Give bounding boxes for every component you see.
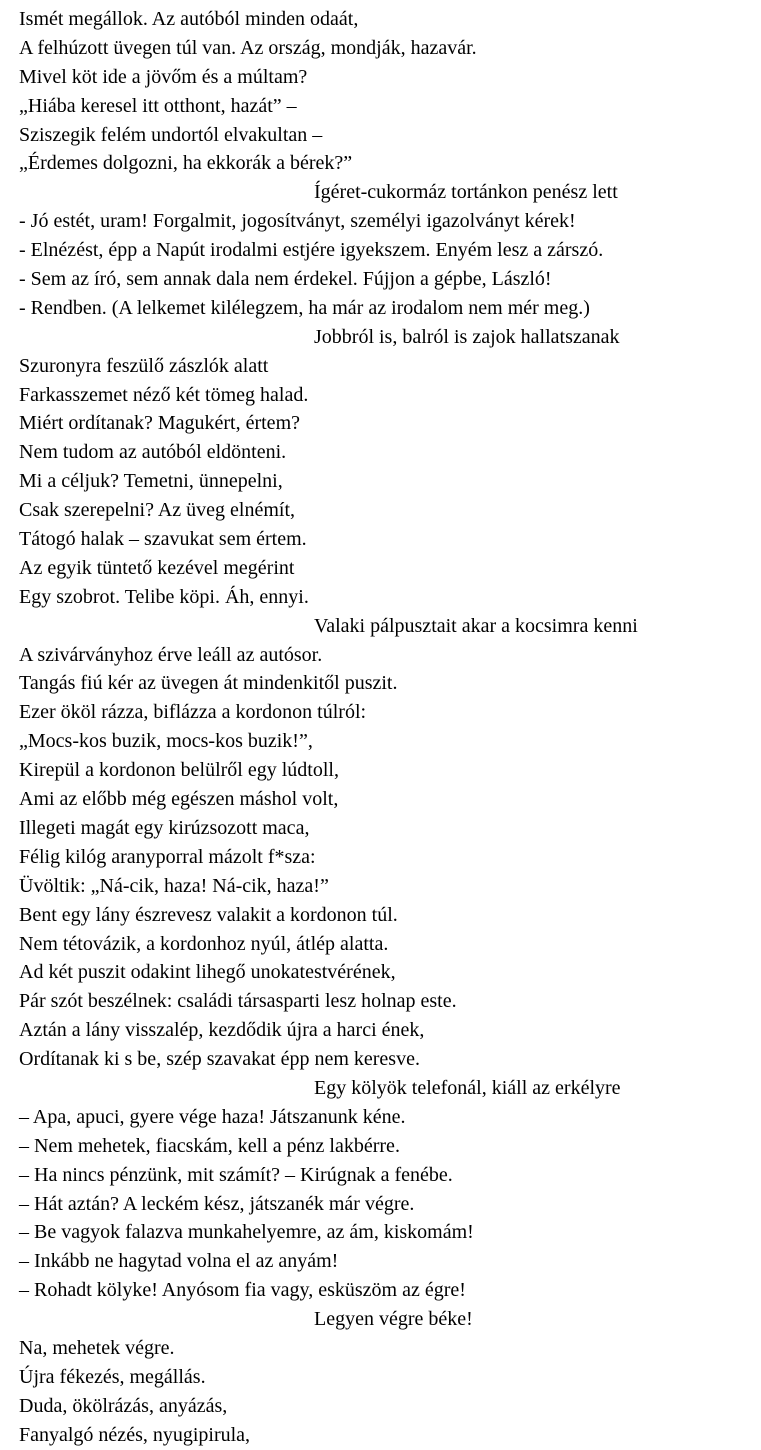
poem-line: A szivárványhoz érve leáll az autósor. xyxy=(19,643,323,666)
poem-line: Nem tudom az autóból eldönteni. xyxy=(19,441,287,464)
poem-line: Csak szerepelni? Az üveg elnémít, xyxy=(19,499,296,522)
poem-line: Na, mehetek végre. xyxy=(19,1336,175,1359)
poem-line: Ismét megállok. Az autóból minden odaát, xyxy=(19,8,359,30)
poem-line: Tangás fiú kér az üvegen át mindenkitől puszit. xyxy=(19,672,398,695)
poem-line: - Jó estét, uram! Forgalmit, jogosítványt, személyi igazolványt kérek! xyxy=(19,210,576,233)
poem-line: – Be vagyok falazva munkahelyemre, az ám, kiskomám! xyxy=(19,1221,474,1244)
poem-line: Egy szobrot. Telibe köpi. Áh, ennyi. xyxy=(19,585,309,608)
poem-line: Duda, ökölrázás, anyázás, xyxy=(19,1394,228,1417)
poem-line: – Nem mehetek, fiacskám, kell a pénz lakbérre. xyxy=(19,1134,400,1157)
poem-line: Félig kilóg aranyporral mázolt f*sza: xyxy=(19,845,316,868)
poem-line: Ami az előbb még egészen máshol volt, xyxy=(19,788,339,811)
poem-line: - Elnézést, épp a Napút irodalmi estjére igyekszem. Enyém lesz a zárszó. xyxy=(19,239,604,262)
stanza-heading-line: Ígéret-cukormáz tortánkon penész lett xyxy=(314,181,618,204)
poem-line: Miért ordítanak? Magukért, értem? xyxy=(19,412,300,435)
poem-line: „Érdemes dolgozni, ha ekkorák a bérek?” xyxy=(19,152,353,175)
poem-line: - Rendben. (A lelkemet kilélegzem, ha már az irodalom nem mér meg.) xyxy=(19,296,590,319)
poem-line: Tátogó halak – szavukat sem értem. xyxy=(19,528,307,551)
stanza-heading-line: Jobbról is, balról is zajok hallatszanak xyxy=(314,325,620,348)
poem-text xyxy=(19,5,759,1450)
stanza-heading-line: Legyen végre béke! xyxy=(314,1308,473,1331)
stanza-heading-line: Egy kölyök telefonál, kiáll az erkélyre xyxy=(314,1076,621,1099)
poem-line: – Rohadt kölyke! Anyósom fia vagy, esküszöm az égre! xyxy=(19,1279,466,1302)
poem-line: Kirepül a kordonon belülről egy lúdtoll, xyxy=(19,759,339,782)
poem-line: Farkasszemet néző két tömeg halad. xyxy=(19,383,309,406)
poem-line: - Sem az író, sem annak dala nem érdekel. Fújjon a gépbe, László! xyxy=(19,268,552,291)
poem-line: Üvöltik: „Ná-cik, haza! Ná-cik, haza!” xyxy=(19,874,329,897)
poem-line: Aztán a lány visszalép, kezdődik újra a harci ének, xyxy=(19,1019,425,1042)
poem-line: Mivel köt ide a jövőm és a múltam? xyxy=(19,65,308,88)
poem-line: Bent egy lány észrevesz valakit a kordonon túl. xyxy=(19,903,398,926)
poem-line: – Inkább ne hagytad volna el az anyám! xyxy=(19,1250,339,1273)
poem-line: Nem tétovázik, a kordonhoz nyúl, átlép alatta. xyxy=(19,932,389,955)
poem-line: Ezer ököl rázza, biflázza a kordonon túlról: xyxy=(19,701,367,724)
poem-line: Fanyalgó nézés, nyugipirula, xyxy=(19,1423,251,1446)
poem-line: Újra fékezés, megállás. xyxy=(19,1365,206,1388)
poem-line: Ad két puszit odakint lihegő unokatestvérének, xyxy=(19,961,396,984)
poem-line: Sziszegik felém undortól elvakultan – xyxy=(19,123,323,146)
poem-line: Pár szót beszélnek: családi társasparti lesz holnap este. xyxy=(19,990,457,1013)
poem-line: – Apa, apuci, gyere vége haza! Játszanunk kéne. xyxy=(19,1105,406,1128)
poem-line: Mi a céljuk? Temetni, ünnepelni, xyxy=(19,470,283,493)
stanza-heading-line: Valaki pálpusztait akar a kocsimra kenni xyxy=(314,614,638,637)
poem-line: Szuronyra feszülő zászlók alatt xyxy=(19,354,269,377)
poem-line: A felhúzott üvegen túl van. Az ország, mondják, hazavár. xyxy=(19,36,477,59)
poem-line: Ordítanak ki s be, szép szavakat épp nem keresve. xyxy=(19,1048,420,1071)
poem-line: „Mocs-kos buzik, mocs-kos buzik!”, xyxy=(19,730,313,753)
poem-line: – Hát aztán? A leckém kész, játszanék már végre. xyxy=(19,1192,415,1215)
poem-line: „Hiába keresel itt otthont, hazát” – xyxy=(19,94,297,117)
poem-line: – Ha nincs pénzünk, mit számít? – Kirúgnak a fenébe. xyxy=(19,1163,453,1186)
poem-line: Illegeti magát egy kirúzsozott maca, xyxy=(19,816,310,839)
poem-line: Az egyik tüntető kezével megérint xyxy=(19,556,295,579)
